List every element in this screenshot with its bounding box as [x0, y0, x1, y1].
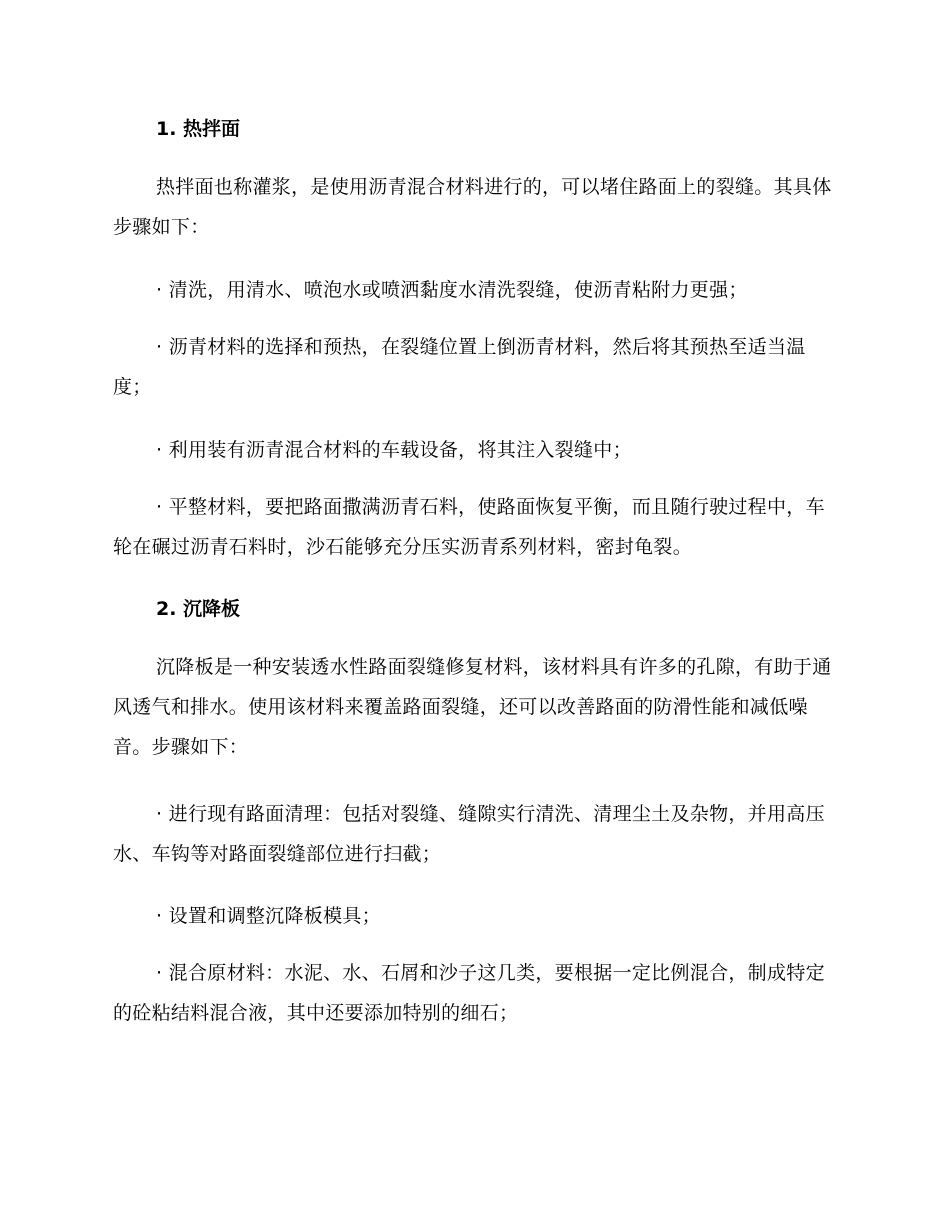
step-text: · 清洗，用清水、喷泡水或喷洒黏度水清洗裂缝，使沥青粘附力更强；: [156, 279, 748, 301]
list-item: [113, 953, 833, 1033]
section-intro: [113, 647, 833, 767]
step-text: · 混合原材料：水泥、水、石屑和沙子这几类，要根据一定比例混合，制成特定的砼粘结料混合液，其中还要添加特别的细石；: [113, 962, 825, 1024]
list-item: [113, 487, 833, 567]
step-text: · 利用装有沥青混合材料的车载设备，将其注入裂缝中；: [156, 439, 632, 461]
list-item: [113, 327, 833, 407]
paragraph: 沉降板是一种安装透水性路面裂缝修复材料，该材料具有许多的孔隙，有助于通风透气和排水。使用该材料来覆盖路面裂缝，还可以改善路面的防滑性能和减低噪音。步骤如下：: [113, 656, 832, 758]
paragraph: 热拌面也称灌浆，是使用沥青混合材料进行的，可以堵住路面上的裂缝。其具体步骤如下：: [113, 176, 832, 238]
step-text: · 进行现有路面清理：包括对裂缝、缝隙实行清洗、清理尘土及杂物，并用高压水、车钩等对路面裂缝部位进行扫截；: [113, 803, 825, 865]
list-item: [113, 794, 833, 874]
step-text: · 沥青材料的选择和预热，在裂缝位置上倒沥青材料，然后将其预热至适当温度；: [113, 336, 806, 398]
section-intro: [113, 167, 833, 247]
list-item: [113, 430, 833, 470]
section-heading: 1. 热拌面: [156, 118, 241, 140]
list-item: [113, 270, 833, 310]
step-text: · 设置和调整沉降板模具；: [156, 905, 381, 927]
section-heading: 2. 沉降板: [156, 598, 241, 620]
step-text: · 平整材料，要把路面撒满沥青石料，使路面恢复平衡，而且随行驶过程中，车轮在碾过沥青石料时，沙石能够充分压实沥青系列材料，密封龟裂。: [113, 496, 825, 558]
list-item: [113, 896, 833, 936]
